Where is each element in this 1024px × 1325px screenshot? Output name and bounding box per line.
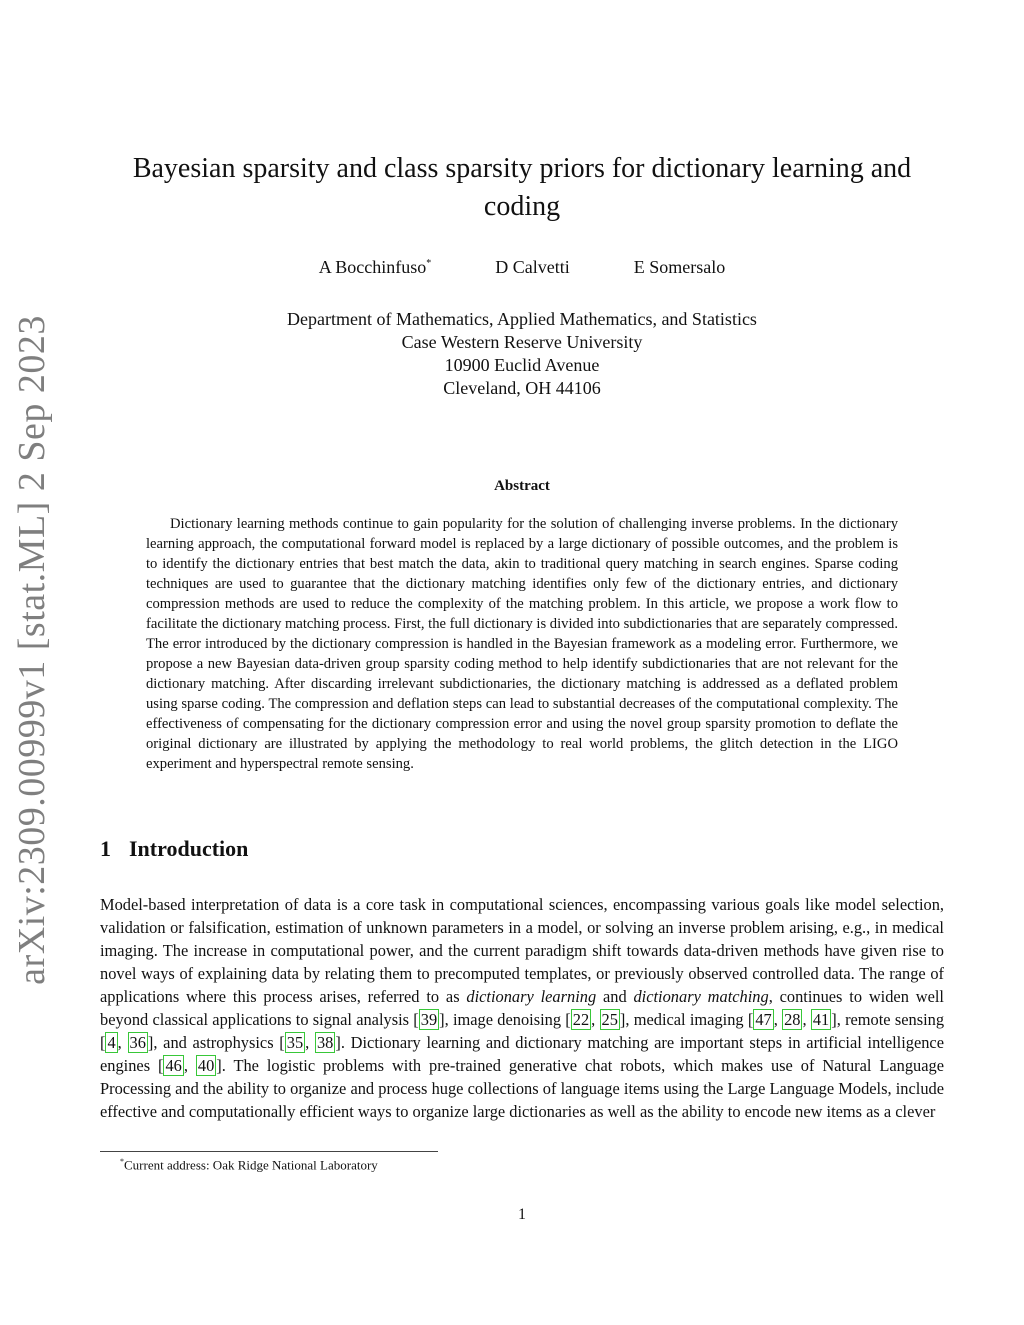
footnote-text: Current address: Oak Ridge National Laboratory	[124, 1157, 378, 1173]
author-1-footnote-mark: *	[426, 258, 432, 269]
footnote-mark: *	[120, 1157, 124, 1166]
citation-link-40[interactable]: 40	[197, 1056, 215, 1075]
citation-link-39[interactable]: 39	[420, 1010, 438, 1029]
author-1	[319, 257, 432, 278]
section-number: 1	[100, 836, 111, 861]
citation-separator: ,	[802, 1010, 811, 1029]
footnote	[120, 1157, 378, 1173]
citation-link-41[interactable]: 41	[812, 1010, 830, 1029]
affiliation-university: Case Western Reserve University	[401, 332, 643, 352]
intro-text-6: ], remote sensing [	[100, 1010, 945, 1052]
citation-separator: ,	[773, 1010, 783, 1029]
author-2: D Calvetti	[495, 257, 570, 277]
intro-text-3: , continues to widen well beyond classical applications to signal analysis [	[100, 987, 944, 1029]
abstract-heading: Abstract	[494, 478, 550, 494]
author-list	[0, 257, 1024, 278]
citation-link-25[interactable]: 25	[601, 1010, 618, 1029]
arxiv-identifier-stamp: arXiv:2309.00999v1 [stat.ML] 2 Sep 2023	[11, 315, 53, 985]
footnote-divider	[100, 1151, 438, 1152]
abstract-text: Dictionary learning methods continue to gain popularity for the solution of challenging inverse problems. In the dictionary learning approach, the computational forward model is replaced by a large dictionary of possible outcomes, and the problem is to identify the dictionary entries that best match the data, akin to traditional query matching in search engines. Sparse coding techniques are used to guarantee that the dictionary matching identifies only few of the dictionary entries, and dictionary compression methods are used to reduce the complexity of the matching problem. In this article, we propose a work flow to facilitate the dictionary matching process. First, the full dictionary is divided into subdictionaries that are separately compressed. The error introduced by the dictionary compression is handled in the Bayesian framework as a modeling error. Furthermore, we propose a new Bayesian data-driven group sparsity coding method to help identify subdictionaries that are not relevant for the dictionary matching. After discarding irrelevant subdictionaries, the dictionary matching is addressed as a deflated problem using sparse coding. The compression and deflation steps can lead to substantial decreases of the computational complexity. The effectiveness of compensating for the dictionary compression error and using the novel group sparsity promotion to deflate the original dictionary are illustrated by applying the methodology to real world problems, the glitch detection in the LIGO experiment and hyperspectral remote sensing.	[146, 516, 898, 772]
affiliation-city: Cleveland, OH 44106	[443, 378, 601, 398]
intro-text-5: ], medical imaging [	[619, 1010, 754, 1029]
section-title: Introduction	[129, 836, 249, 861]
paper-title: Bayesian sparsity and class sparsity priors for dictionary learning and coding	[132, 153, 912, 222]
intro-text-2: and	[596, 987, 634, 1006]
author-1-name: A Bocchinfuso	[318, 257, 427, 277]
citation-link-47[interactable]: 47	[755, 1010, 772, 1029]
affiliation-street: 10900 Euclid Avenue	[444, 355, 600, 375]
affiliation-block	[100, 308, 944, 400]
section-heading-introduction	[100, 836, 248, 862]
intro-emphasis-dictionary-matching: dictionary matching	[633, 987, 769, 1006]
introduction-paragraph	[100, 893, 944, 1123]
citation-link-22[interactable]: 22	[572, 1010, 590, 1029]
intro-text-8: ]. Dictionary learning and dictionary matching are important steps in artificial intelligence engines [	[100, 1033, 944, 1075]
citation-link-46[interactable]: 46	[165, 1056, 182, 1075]
citation-link-35[interactable]: 35	[286, 1033, 304, 1052]
citation-separator: ,	[305, 1033, 315, 1052]
citation-separator: ,	[183, 1056, 196, 1075]
citation-separator: ,	[591, 1010, 600, 1029]
intro-text-1: Model-based interpretation of data is a core task in computational sciences, encompassing various goals like model selection, validation or falsification, estimation of unknown parameters in a model, or solving an inverse problem arising, e.g., in medical imaging. The increase in computational power, and the current paradigm shift towards data-driven methods have given rise to novel ways of explaining data by relating them to precomputed templates, or previously observed controlled data. The range of applications where this process arises, referred to as	[100, 895, 944, 1006]
citation-link-36[interactable]: 36	[129, 1033, 146, 1052]
intro-emphasis-dictionary-learning: dictionary learning	[466, 987, 597, 1006]
citation-link-4[interactable]: 4	[107, 1033, 116, 1052]
citation-separator: ,	[117, 1033, 128, 1052]
citation-link-28[interactable]: 28	[784, 1010, 801, 1029]
intro-text-7: ], and astrophysics [	[147, 1033, 285, 1052]
page-number: 1	[518, 1206, 526, 1223]
citation-link-38[interactable]: 38	[316, 1033, 334, 1052]
intro-text-4: ], image denoising [	[439, 1010, 571, 1029]
author-3: E Somersalo	[633, 257, 726, 277]
affiliation-department: Department of Mathematics, Applied Mathematics, and Statistics	[287, 309, 757, 329]
intro-text-9: ]. The logistic problems with pre-trained generative chat robots, which makes use of Natural Language Processing and the ability to organize and process huge collections of language items using the Large Language Models, include effective and computationally efficient ways to organize large dictionaries as well as the ability to encode new items as a clever	[100, 1056, 945, 1121]
